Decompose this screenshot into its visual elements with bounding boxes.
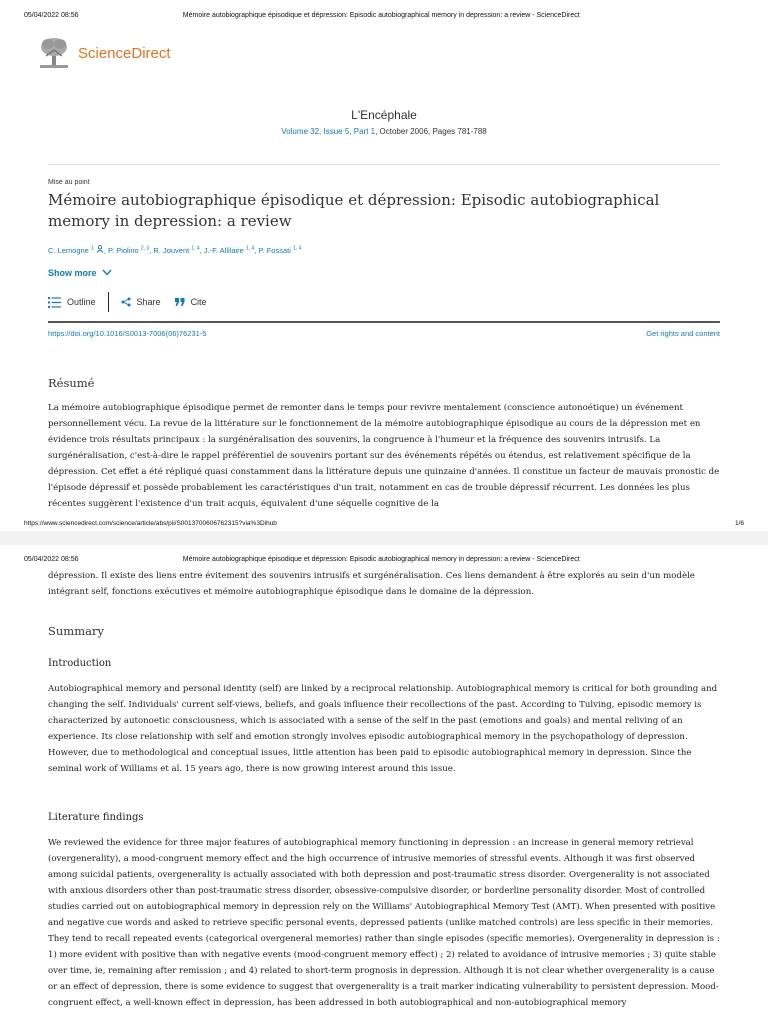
outline-button[interactable]: Outline: [48, 297, 96, 308]
volume-link[interactable]: Volume 32, Issue 5, Part 1: [281, 127, 376, 136]
author-list: [48, 245, 301, 255]
issue-details: , October 2006, Pages 781-788: [375, 127, 487, 136]
author-link[interactable]: R. Jouvent $^{1, 4}$,: [153, 245, 202, 255]
print-header: [24, 556, 744, 563]
page-break: [0, 531, 768, 545]
print-date: 05/04/2022 08:56: [24, 556, 79, 563]
introduction-heading: Introduction: [48, 658, 112, 669]
doi-link[interactable]: https://doi.org/10.1016/S0013-7006(06)76231-5: [48, 329, 207, 338]
journal-name[interactable]: L'Encéphale: [351, 108, 417, 122]
sciencedirect-logo[interactable]: [36, 36, 171, 70]
print-footer: [24, 520, 744, 527]
article-title: Mémoire autobiographique épisodique et dépression: Episodic autobiographical memory in depression: a review: [48, 191, 660, 230]
show-more-button[interactable]: Show more: [48, 268, 112, 278]
cite-button[interactable]: Cite: [175, 297, 207, 307]
resume-heading: Résumé: [48, 376, 95, 390]
author-link[interactable]: J.-F. Allilaire $^{1, 4}$,: [203, 245, 257, 255]
article-type: Mise au point: [48, 179, 90, 186]
author-link[interactable]: P. Fossati $^{1, 4}$: [258, 245, 302, 255]
rights-link[interactable]: Get rights and content: [646, 329, 720, 338]
divider: [48, 164, 720, 165]
quote-icon: [175, 298, 185, 306]
resume-paragraph-continued: dépression. Il existe des liens entre évitement des souvenirs intrusifs et surgénéralisation. Ces liens demandent à être explorés au sein d'un modèle intégrant self, fonctions exécutives et mémoire autobiographique épisodique dans le domaine de la dépression.: [48, 571, 695, 597]
share-icon: [121, 297, 131, 307]
print-title: Mémoire autobiographique épisodique et dépression: Episodic autobiographical memory in depression: a review - ScienceDirect: [182, 556, 580, 563]
page-number: 1/6: [734, 520, 744, 527]
introduction-paragraph: Autobiographical memory and personal identity (self) are linked by a reciprocal relationship. Autobiographical memory is critical for both grounding and changing the self. Individuals' current self-views, beliefs, and goals influence their recollections of the past. According to Tulving, episodic memory is characterized by autonoetic consciousness, which is associated with a sense of the self in the past (emotions and goals) and mental reliving of an experience. Its close relationship with self and emotion strongly involves episodic autobiographical memory in the psychopathology of depression. However, due to methodological and conceptual issues, little attention has been paid to episodic autobiographical memory in depression. Since the seminal work of Williams et al. 15 years ago, there is now growing interest around this issue.: [48, 684, 718, 774]
journal-info: [0, 108, 768, 136]
print-url: https://www.sciencedirect.com/science/article/abs/pii/S001370060676231​5?via%3Dihub: [24, 520, 277, 527]
chevron-down-icon: [102, 269, 112, 276]
share-button[interactable]: Share: [121, 297, 161, 307]
author-link[interactable]: P. Piolino $^{2, 3}$,: [108, 245, 152, 255]
toolbar-separator: [108, 292, 109, 312]
author-link[interactable]: C. Lemogne $^1$ ,: [48, 245, 106, 255]
print-title: Mémoire autobiographique épisodique et dépression: Episodic autobiographical memory in depression: a review - ScienceDirect: [182, 12, 580, 19]
person-icon: [96, 245, 104, 253]
print-date: 05/04/2022 08:56: [24, 12, 79, 19]
doi-row: [48, 329, 720, 338]
article-toolbar: [48, 291, 207, 313]
divider: [48, 321, 720, 323]
resume-paragraph: La mémoire autobiographique épisodique permet de remonter dans le temps pour revivre mentalement (conscience autonoétique) un événement personnellement vécu. La revue de la littérature sur le fonctionnement de la mémoire autobiographique épisodique au cours de la dépression met en évidence trois résultats principaux : la surgénéralisation des souvenirs, la congruence à l'humeur et la fréquence des souvenirs intrusifs. La surgénéralisation, c'est-à-dire le rappel préférentiel de souvenirs portant sur des événements répétés ou étendus, est relativement spécifique de la dépression. Cet effet a été répliqué quasi constamment dans la littérature depuis une quinzaine d'années. Il constitue un facteur de mauvais pronostic de l'épisode dépressif et possède probablement les caractéristiques d'un trait, notamment en cas de trouble dépressif récurrent. Les données les plus récentes suggèrent l'existence d'un trait acquis, équivalent d'une séquelle cognitive de la: [48, 403, 720, 509]
outline-icon: [48, 297, 61, 308]
summary-heading: Summary: [48, 624, 104, 638]
brand-name: ScienceDirect: [78, 44, 171, 62]
literature-findings-paragraph: We reviewed the evidence for three major features of autobiographical memory functioning in depression : an increase in general memory retrieval (overgenerality), a mood-congruent memory effect and the high occurrence of intrusive memories of stressful events. Although it was first observed among suicidal patients, overgenerality is actually associated with both depression and post-traumatic stress disorder. Overgenerality is not associated with anxious disorders other than post-traumatic stress disorder, obsessive-compulsive disorder, or borderline personality disorder. Most of controlled studies carried out on autobiographical memory in depression rely on the Williams' Autobiographical Memory Test (AMT). When presented with positive and negative cue words and asked to retrieve specific personal events, depressed patients (unlike matched controls) are less specific in their memories. They tend to recall repeated events (categorical overgeneral memories) rather than single episodes (specific memories). Overgenerality in depression is : 1) more evident with positive than with negative events (mood-congruent memory effect) ; 2) related to avoidance of intrusive memories ; 3) quite stable over time, ie, remaining after remission ; and 4) related to short-term prognosis in depression. Although it is not clear whether overgenerality is a cause or an effect of depression, there is some evidence to suggest that overgenerality is a trait marker indicating vulnerability to persistent depression. Mood-congruent effect, a well-known effect in depression, has been addressed in both autobiographical and non-autobiographical memory: [48, 838, 720, 1008]
print-header: [24, 12, 744, 19]
literature-findings-heading: Literature findings: [48, 812, 144, 823]
elsevier-tree-icon: [36, 36, 72, 70]
